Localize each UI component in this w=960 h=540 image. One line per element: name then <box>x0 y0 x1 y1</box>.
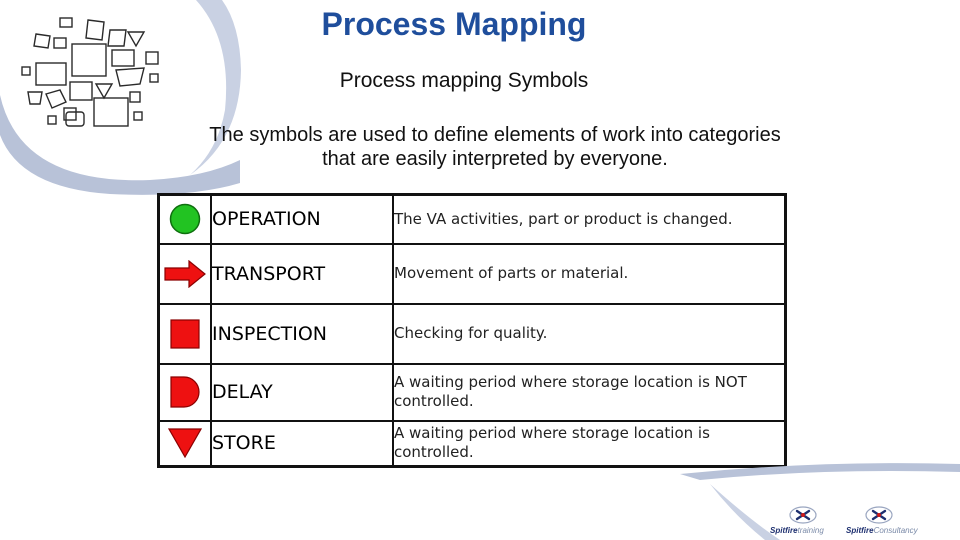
table-row <box>159 244 786 304</box>
red-d-shape-icon <box>170 376 200 408</box>
symbols-table <box>157 193 787 468</box>
symbol-description: The VA activities, part or product is changed. <box>393 195 786 244</box>
page-title: Process Mapping <box>321 6 587 42</box>
page-subtitle: Process mapping Symbols <box>339 69 589 92</box>
symbol-description: Checking for quality. <box>393 304 786 364</box>
red-square-icon <box>170 319 200 349</box>
symbol-cell <box>159 304 212 364</box>
symbol-cell <box>159 364 212 421</box>
symbol-description: Movement of parts or material. <box>393 244 786 304</box>
logo-brand: Spitfire <box>770 526 798 535</box>
symbol-cell <box>159 244 212 304</box>
table-row <box>159 364 786 421</box>
red-arrow-icon <box>164 260 206 288</box>
red-triangle-icon <box>168 428 202 458</box>
spitfire-training-logo <box>770 506 840 536</box>
footer-logos <box>770 506 940 536</box>
logo-suffix: training <box>797 526 824 535</box>
symbol-name: STORE <box>211 421 393 467</box>
table-row <box>159 195 786 244</box>
symbol-description: A waiting period where storage location is NOT controlled. <box>393 364 786 421</box>
spitfire-consultancy-logo <box>846 506 940 536</box>
logo-suffix: Consultancy <box>873 526 918 535</box>
symbol-name: INSPECTION <box>211 304 393 364</box>
symbol-name: TRANSPORT <box>211 244 393 304</box>
symbol-name: OPERATION <box>211 195 393 244</box>
symbol-cell <box>159 421 212 467</box>
symbol-name: DELAY <box>211 364 393 421</box>
logo-brand: Spitfire <box>846 526 874 535</box>
table-row <box>159 304 786 364</box>
propeller-icon <box>864 506 894 524</box>
intro-description: The symbols are used to define elements of work into categories that are easily interpreted by everyone. <box>209 124 781 170</box>
symbol-description: A waiting period where storage location is controlled. <box>393 421 786 467</box>
symbol-cell <box>159 195 212 244</box>
propeller-icon <box>788 506 818 524</box>
green-circle-icon <box>169 203 201 235</box>
